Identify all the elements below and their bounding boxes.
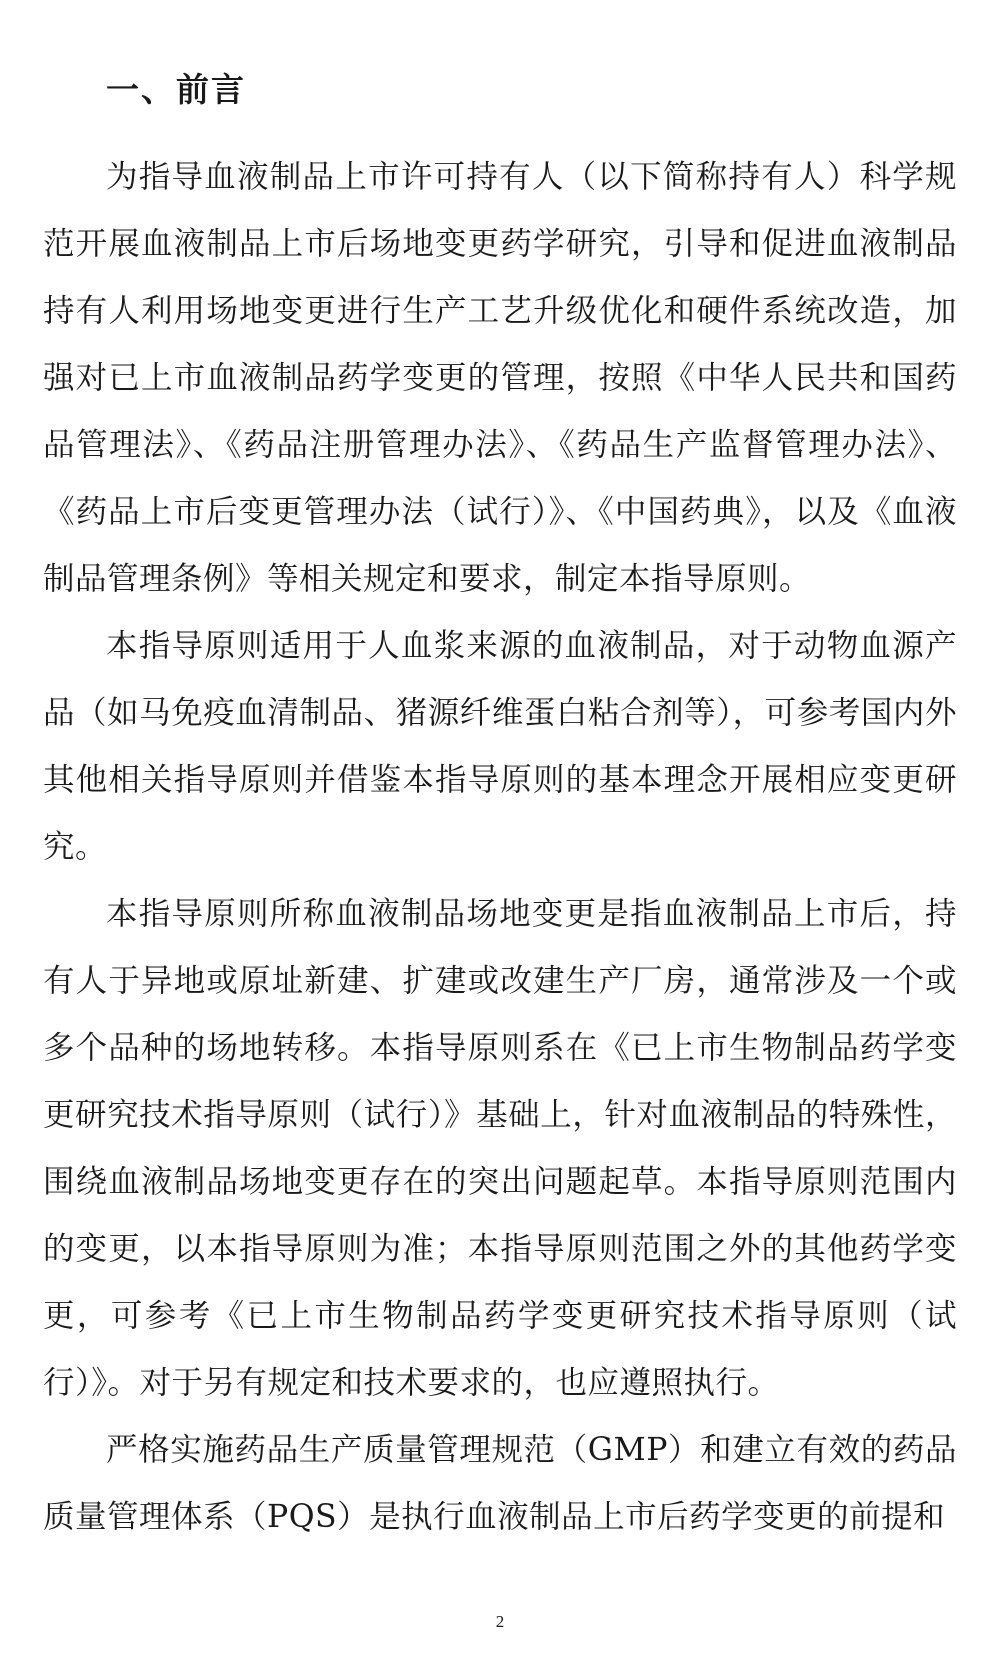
page-number: 2 [495,1612,505,1631]
paragraph-gmp: 严格实施药品生产质量管理规范（GMP）和建立有效的药品质量管理体系（PQS）是执行血液制品上市后药学变更的前提和 [43,1432,957,1535]
section-heading: 一、前言 [106,70,246,109]
paragraph-definition: 本指导原则所称血液制品场地变更是指血液制品上市后，持有人于异地或原址新建、扩建或改建生产厂房，通常涉及一个或多个品种的场地转移。本指导原则系在《已上市生物制品药学变更研究技术指导原则（试行）》基础上，针对血液制品的特殊性，围绕血液制品场地变更存在的突出问题起草。本指导原则范围内的变更，以本指导原则为准；本指导原则范围之外的其他药学变更，可参考《已上市生物制品药学变更研究技术指导原则（试行）》。对于另有规定和技术要求的，也应遵照执行。 [43,896,957,1401]
paragraph-purpose: 为指导血液制品上市许可持有人（以下简称持有人）科学规范开展血液制品上市后场地变更药学研究，引导和促进血液制品持有人利用场地变更进行生产工艺升级优化和硬件系统改造，加强对已上市血液制品药学变更的管理，按照《中华人民共和国药品管理法》、《药品注册管理办法》、《药品生产监督管理办法》、《药品上市后变更管理办法（试行）》、《中国药典》，以及《血液制品管理条例》等相关规定和要求，制定本指导原则。 [43,159,957,597]
paragraph-scope: 本指导原则适用于人血浆来源的血液制品，对于动物血源产品（如马免疫血清制品、猪源纤维蛋白粘合剂等），可参考国内外其他相关指导原则并借鉴本指导原则的基本理念开展相应变更研究。 [43,628,957,865]
document-body [43,144,957,1551]
